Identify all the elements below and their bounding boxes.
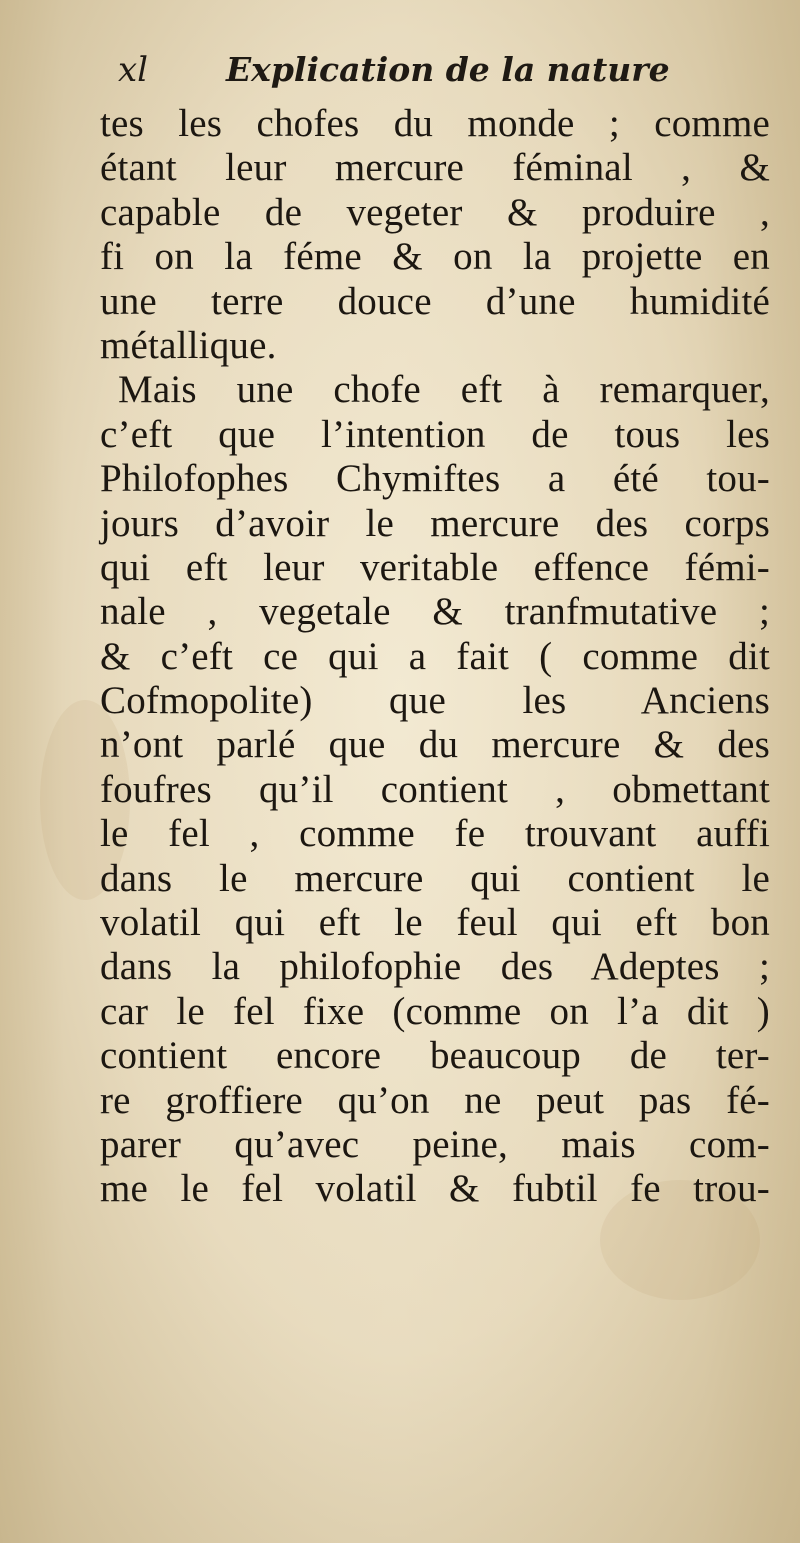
text-line: volatil qui eft le feul qui eft bon [100,901,770,945]
text-line: une terre douce d’une humidité [100,279,770,323]
text-line: dans la philofophie des Adeptes ; [100,945,770,989]
text-line: parer qu’avec peine, mais com- [100,1122,770,1166]
page-number: xl [118,50,149,90]
text-line: tes les chofes du monde ; comme [100,102,770,145]
text-line: Philofophes Chymiftes a été tou- [100,457,770,501]
text-line: le fel , comme fe trouvant auffi [100,812,770,856]
text-line: contient encore beaucoup de ter- [100,1034,770,1078]
text-line: capable de vegeter & produire , [100,190,770,234]
text-line: car le fel fixe (comme on l’a dit ) [100,989,770,1033]
text-line: nale , vegetale & tranfmutative ; [100,590,770,634]
text-line: qui eft leur veritable effence fémi- [100,545,770,589]
text-line: re groffiere qu’on ne peut pas fé- [100,1078,770,1122]
text-line: c’eft que l’intention de tous les [100,412,770,456]
text-line: Cofmopolite) que les Anciens [100,679,770,723]
page-header [118,42,718,106]
text-line: dans le mercure qui contient le [100,856,770,900]
text-line: Mais une chofe eft à remarquer, [118,368,770,412]
text-line: n’ont parlé que du mercure & des [100,723,770,767]
text-line: foufres qu’il contient , obmettant [100,767,770,811]
text-line: métallique. [100,323,277,367]
text-line: fi on la féme & on la projette en [100,235,770,279]
text-line: jours d’avoir le mercure des corps [100,501,770,545]
text-line: & c’eft ce qui a fait ( comme dit [100,634,770,678]
text-line: étant leur mercure féminal , & [100,146,770,190]
text-line: me le fel volatil & fubtil fe trou- [100,1167,770,1211]
body-text [100,102,770,1212]
running-head: Explication de la nature [226,50,670,89]
